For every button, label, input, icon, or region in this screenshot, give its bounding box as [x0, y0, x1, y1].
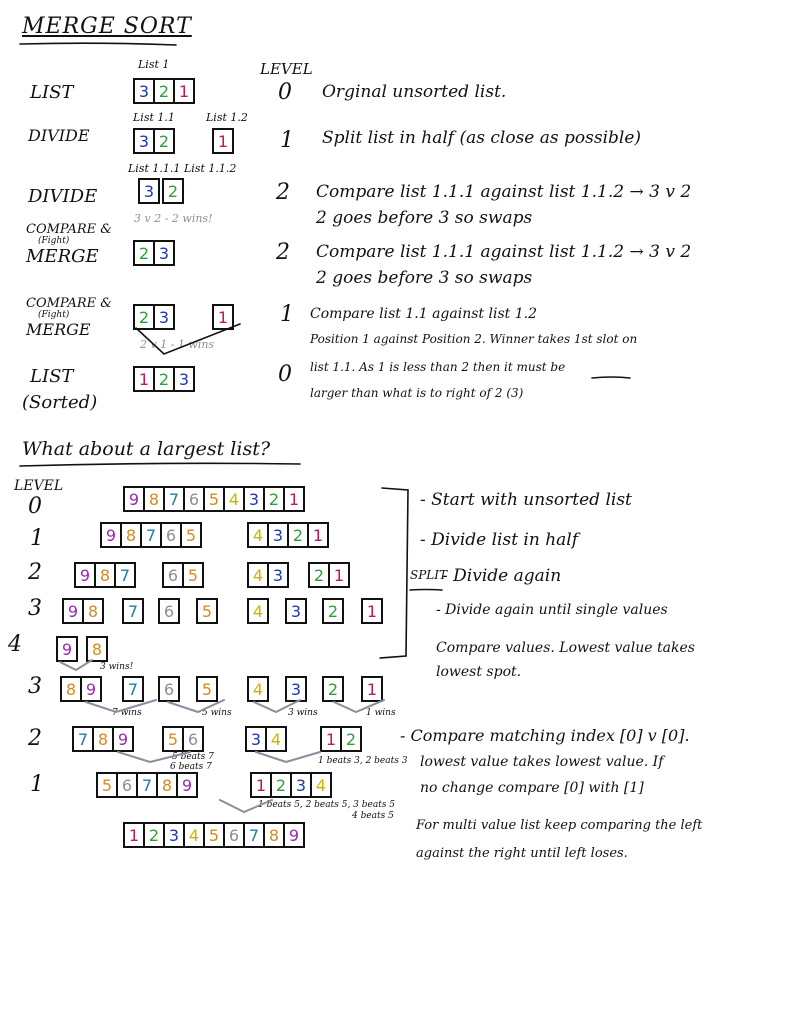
annotation-beats-5: 1 beats 5, 2 beats 5, 3 beats 5	[258, 800, 396, 810]
split-label: SPLIT	[410, 568, 448, 582]
annotation-2v1: 2 v 1 - 1 wins	[140, 338, 215, 351]
number-cell: 4	[247, 598, 269, 624]
number-cell: 5	[162, 726, 184, 752]
connector-3b	[254, 700, 300, 712]
number-cell: 8	[86, 636, 108, 662]
section-heading: What about a largest list?	[22, 438, 271, 460]
number-cell: 8	[92, 726, 114, 752]
number-cell: 1	[320, 726, 342, 752]
number-cell: 4	[183, 822, 205, 848]
number-cell: 6	[223, 822, 245, 848]
note-split: Split list in half (as close as possible)	[322, 128, 642, 148]
level-b3: 3	[28, 596, 42, 621]
split-bracket	[380, 488, 408, 658]
number-cell: 3	[153, 304, 175, 330]
number-cell: 8	[82, 598, 104, 624]
label-sorted: (Sorted)	[22, 392, 98, 413]
level-1a: 1	[280, 128, 294, 153]
number-cell: 3	[173, 366, 195, 392]
list-name-1-2: List 1.2	[206, 111, 248, 124]
number-cell: 1	[361, 676, 383, 702]
number-cell: 5	[203, 822, 225, 848]
number-cell: 9	[123, 486, 145, 512]
number-cell: 3	[243, 486, 265, 512]
level-0a: 0	[278, 80, 292, 105]
number-cell: 9	[112, 726, 134, 752]
number-cell: 6	[183, 486, 205, 512]
number-cell: 5	[96, 772, 118, 798]
number-cell: 1	[361, 598, 383, 624]
label-compare-2: COMPARE &	[26, 296, 112, 311]
annotation-6beats7: 6 beats 7	[170, 762, 212, 772]
number-cell: 1	[173, 78, 195, 104]
number-cell: 3	[267, 562, 289, 588]
number-cell: 6	[182, 726, 204, 752]
number-cell: 3	[133, 78, 155, 104]
number-cell: 9	[74, 562, 96, 588]
label-list-sorted: LIST	[30, 366, 74, 387]
number-cell: 2	[153, 128, 175, 154]
number-cell: 1	[212, 128, 234, 154]
number-cell: 2	[322, 676, 344, 702]
level-b4: 4	[8, 632, 22, 657]
note-compare-c: Compare list 1.1.1 against list 1.1.2 → 3 v 2	[316, 242, 692, 262]
annotation-3wins-b: 3 wins	[288, 708, 318, 718]
number-cell: 2	[143, 822, 165, 848]
number-cell: 2	[162, 178, 184, 204]
note-less-than: list 1.1. As 1 is less than 2 then it must be	[310, 360, 566, 374]
number-cell: 7	[122, 598, 144, 624]
number-cell: 1	[250, 772, 272, 798]
number-cell: 8	[60, 676, 82, 702]
number-cell: 5	[203, 486, 225, 512]
number-cell: 2	[270, 772, 292, 798]
annotation-4beats5: 4 beats 5	[352, 811, 394, 821]
split-underline	[410, 590, 442, 591]
must-underline	[592, 377, 630, 378]
number-cell: 7	[72, 726, 94, 752]
list-name-1: List 1	[138, 58, 170, 71]
annotation-5beats7: 5 beats 7	[172, 752, 214, 762]
number-cell: 1	[212, 304, 234, 330]
number-cell: 4	[247, 522, 269, 548]
number-cell: 3	[290, 772, 312, 798]
level-b3b: 3	[28, 674, 42, 699]
note-match-a: - Compare matching index [0] v [0].	[400, 726, 690, 745]
level-b0: 0	[28, 494, 42, 519]
note-larger: larger than what is to right of 2 (3)	[310, 386, 524, 400]
note-divide-again: - Divide again	[442, 566, 562, 586]
label-merge-2: MERGE	[26, 320, 91, 339]
number-cell: 6	[160, 522, 182, 548]
level-2a: 2	[276, 180, 290, 205]
annotation-7wins: 7 wins	[112, 708, 142, 718]
number-cell: 6	[162, 562, 184, 588]
number-cell: 1	[123, 822, 145, 848]
number-cell: 1	[283, 486, 305, 512]
connector-1	[334, 700, 384, 712]
number-cell: 8	[143, 486, 165, 512]
number-cell: 7	[136, 772, 158, 798]
note-until-single: - Divide again until single values	[436, 602, 668, 618]
level-header-2: LEVEL	[14, 478, 64, 494]
number-cell: 2	[133, 240, 155, 266]
list-name-1-1: List 1.1	[133, 111, 175, 124]
number-cell: 4	[247, 676, 269, 702]
heading-underline	[20, 463, 300, 466]
note-position: Position 1 against Position 2. Winner takes 1st slot on	[310, 332, 638, 346]
level-b2b: 2	[28, 726, 42, 751]
label-compare-1: COMPARE &	[26, 222, 112, 237]
note-match-b: lowest value takes lowest value. If	[420, 754, 664, 770]
note-original: Orginal unsorted list.	[322, 82, 507, 102]
number-cell: 7	[114, 562, 136, 588]
number-cell: 5	[196, 598, 218, 624]
number-cell: 4	[223, 486, 245, 512]
number-cell: 3	[138, 178, 160, 204]
number-cell: 2	[133, 304, 155, 330]
number-cell: 8	[263, 822, 285, 848]
level-b1b: 1	[30, 772, 44, 797]
number-cell: 9	[56, 636, 78, 662]
number-cell: 2	[340, 726, 362, 752]
number-cell: 3	[285, 598, 307, 624]
number-cell: 6	[158, 598, 180, 624]
number-cell: 7	[122, 676, 144, 702]
number-cell: 2	[287, 522, 309, 548]
number-cell: 1	[307, 522, 329, 548]
list-name-1-1-1: List 1.1.1	[128, 162, 181, 175]
annotation-beats-3: 1 beats 3, 2 beats 3	[318, 756, 408, 766]
number-cell: 7	[140, 522, 162, 548]
label-compare-2-fight: (Fight)	[38, 310, 70, 320]
annotation-3v2: 3 v 2 - 2 wins!	[134, 212, 213, 225]
number-cell: 6	[158, 676, 180, 702]
number-cell: 9	[283, 822, 305, 848]
note-lowest-spot: lowest spot.	[436, 664, 522, 680]
number-cell: 4	[247, 562, 269, 588]
note-list-compare: Compare list 1.1 against list 1.2	[310, 306, 537, 322]
number-cell: 3	[133, 128, 155, 154]
note-multi-a: For multi value list keep comparing the left	[416, 818, 703, 833]
number-cell: 3	[153, 240, 175, 266]
number-cell: 3	[267, 522, 289, 548]
number-cell: 3	[245, 726, 267, 752]
number-cell: 9	[176, 772, 198, 798]
number-cell: 7	[243, 822, 265, 848]
number-cell: 1	[133, 366, 155, 392]
number-cell: 2	[308, 562, 330, 588]
number-cell: 7	[163, 486, 185, 512]
label-divide-1: DIVIDE	[28, 126, 90, 145]
number-cell: 5	[182, 562, 204, 588]
note-multi-b: against the right until left loses.	[416, 846, 628, 861]
number-cell: 8	[156, 772, 178, 798]
note-compare-d: 2 goes before 3 so swaps	[316, 268, 533, 288]
label-merge-1: MERGE	[26, 246, 99, 267]
connector-3	[60, 660, 92, 670]
list-name-1-1-2: List 1.1.2	[184, 162, 237, 175]
note-compare-values: Compare values. Lowest value takes	[436, 640, 695, 656]
number-cell: 2	[322, 598, 344, 624]
number-cell: 5	[180, 522, 202, 548]
annotation-5wins: 5 wins	[202, 708, 232, 718]
connector-final	[220, 800, 272, 812]
number-cell: 8	[120, 522, 142, 548]
merge-connector	[136, 324, 240, 354]
note-compare-b: 2 goes before 3 so swaps	[316, 208, 533, 228]
label-list: LIST	[30, 82, 74, 103]
number-cell: 3	[163, 822, 185, 848]
note-divide: - Divide list in half	[420, 530, 579, 550]
number-cell: 5	[196, 676, 218, 702]
number-cell: 6	[116, 772, 138, 798]
number-cell: 9	[100, 522, 122, 548]
annotation-3wins: 3 wins!	[100, 662, 134, 672]
level-b1: 1	[30, 526, 44, 551]
level-0b: 0	[278, 362, 292, 387]
connector-merge-right	[256, 752, 320, 762]
level-b2: 2	[28, 560, 42, 585]
level-1b: 1	[280, 302, 294, 327]
page-title: MERGE SORT	[22, 14, 192, 39]
title-underline	[20, 43, 176, 45]
connector-merge-left	[118, 752, 190, 762]
label-divide-2: DIVIDE	[28, 186, 98, 207]
connector-7	[86, 700, 156, 712]
label-compare-1-fight: (Fight)	[38, 236, 70, 246]
note-start: - Start with unsorted list	[420, 490, 632, 510]
level-header: LEVEL	[260, 60, 313, 78]
level-2b: 2	[276, 240, 290, 265]
annotation-1wins: 1 wins	[366, 708, 396, 718]
number-cell: 4	[310, 772, 332, 798]
connector-5	[168, 700, 224, 712]
number-cell: 3	[285, 676, 307, 702]
note-match-c: no change compare [0] with [1]	[420, 780, 644, 796]
number-cell: 2	[153, 78, 175, 104]
number-cell: 2	[153, 366, 175, 392]
number-cell: 9	[62, 598, 84, 624]
number-cell: 4	[265, 726, 287, 752]
number-cell: 9	[80, 676, 102, 702]
number-cell: 2	[263, 486, 285, 512]
number-cell: 8	[94, 562, 116, 588]
number-cell: 1	[328, 562, 350, 588]
note-compare-a: Compare list 1.1.1 against list 1.1.2 → 3 v 2	[316, 182, 692, 202]
